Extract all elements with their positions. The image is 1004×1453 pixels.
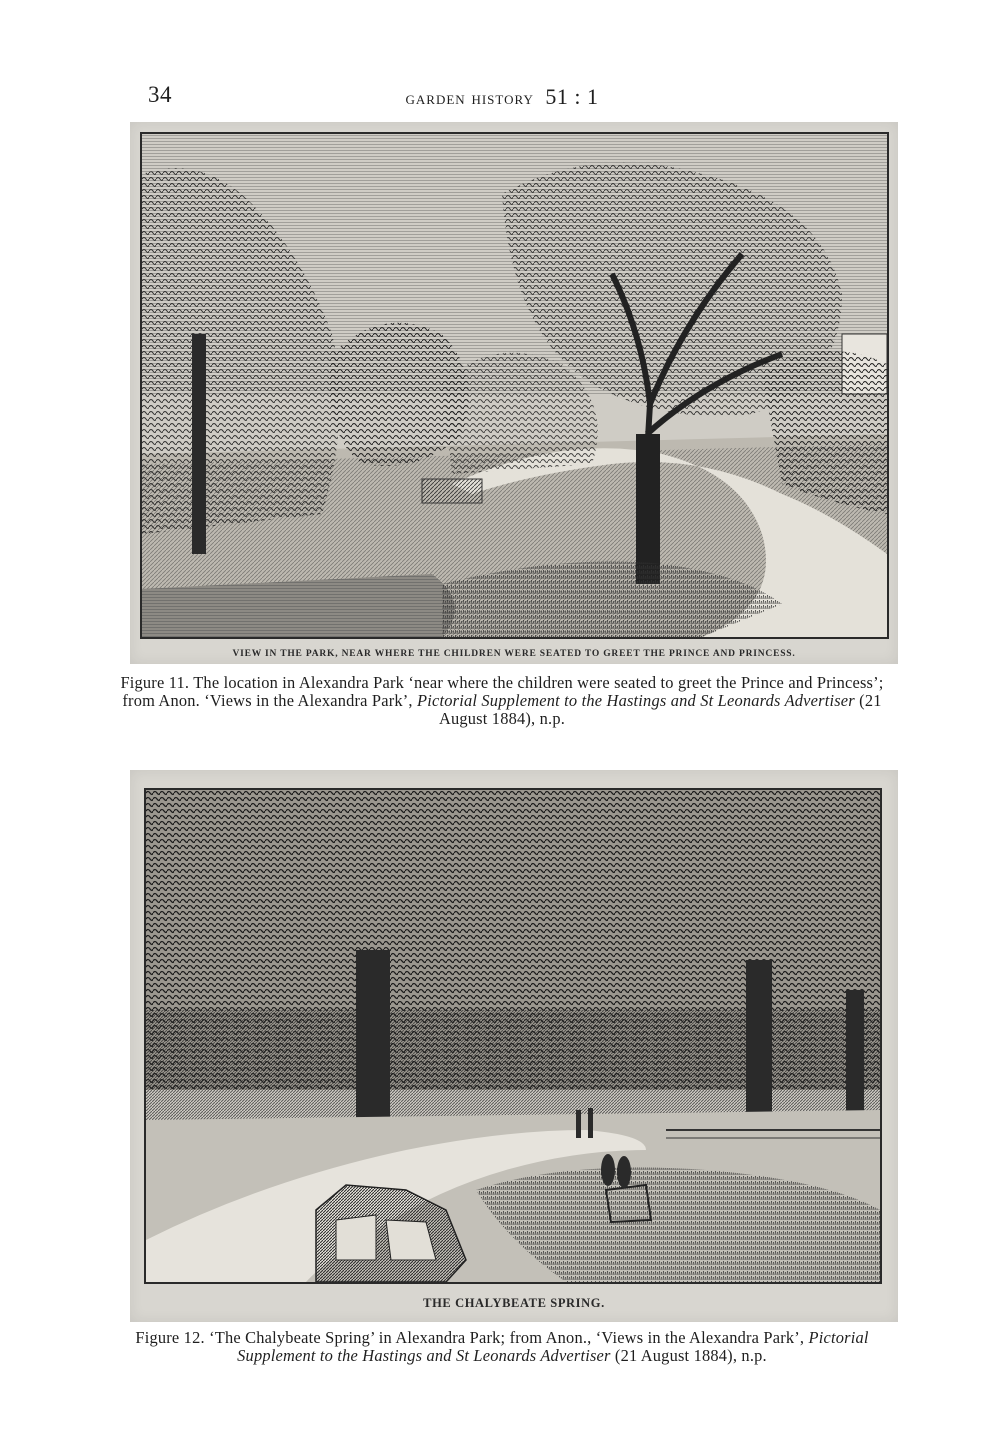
figure-12-caption-source-title: Pictorial Supplement to the Hastings and St Leonards Advertiser (237, 1328, 869, 1365)
figure-11-plate (130, 122, 898, 664)
park-path-engraving (142, 134, 887, 637)
figure-11-engraving (140, 132, 889, 639)
figure-12-caption (120, 1329, 884, 1365)
figure-11-caption-source-title: Pictorial Supplement to the Hastings and St Leonards Advertiser (417, 691, 855, 710)
figure-12-caption-date: (21 August 1884), n.p. (610, 1346, 767, 1365)
figure-11-caption-part: Figure 11. The location in Alexandra Park ‘near where the children were seated to greet the Prince and Princess’; from Anon. ‘Views in the Alexandra Park’, (120, 673, 884, 710)
page-number: 34 (148, 82, 172, 107)
figure-12-plate (130, 770, 898, 1322)
figure-12-engraving (144, 788, 882, 1284)
figure-12-caption-part: Figure 12. ‘The Chalybeate Spring’ in Alexandra Park; from Anon., ‘Views in the Alexandra Park’, (135, 1328, 809, 1347)
volume-issue: 51 : 1 (545, 84, 599, 109)
journal-title: garden history (405, 88, 534, 109)
running-head (0, 84, 1004, 110)
figure-12-engraving-caption: THE CHALYBEATE SPRING. (423, 1296, 605, 1310)
figure-11-engraving-caption: VIEW IN THE PARK, NEAR WHERE THE CHILDREN WERE SEATED TO GREET THE PRINCE AND PRINCESS. (232, 649, 796, 659)
figure-11-caption (120, 674, 884, 728)
figure-11-caption-date: (21 August 1884), n.p. (438, 691, 882, 728)
chalybeate-spring-engraving (146, 790, 880, 1282)
